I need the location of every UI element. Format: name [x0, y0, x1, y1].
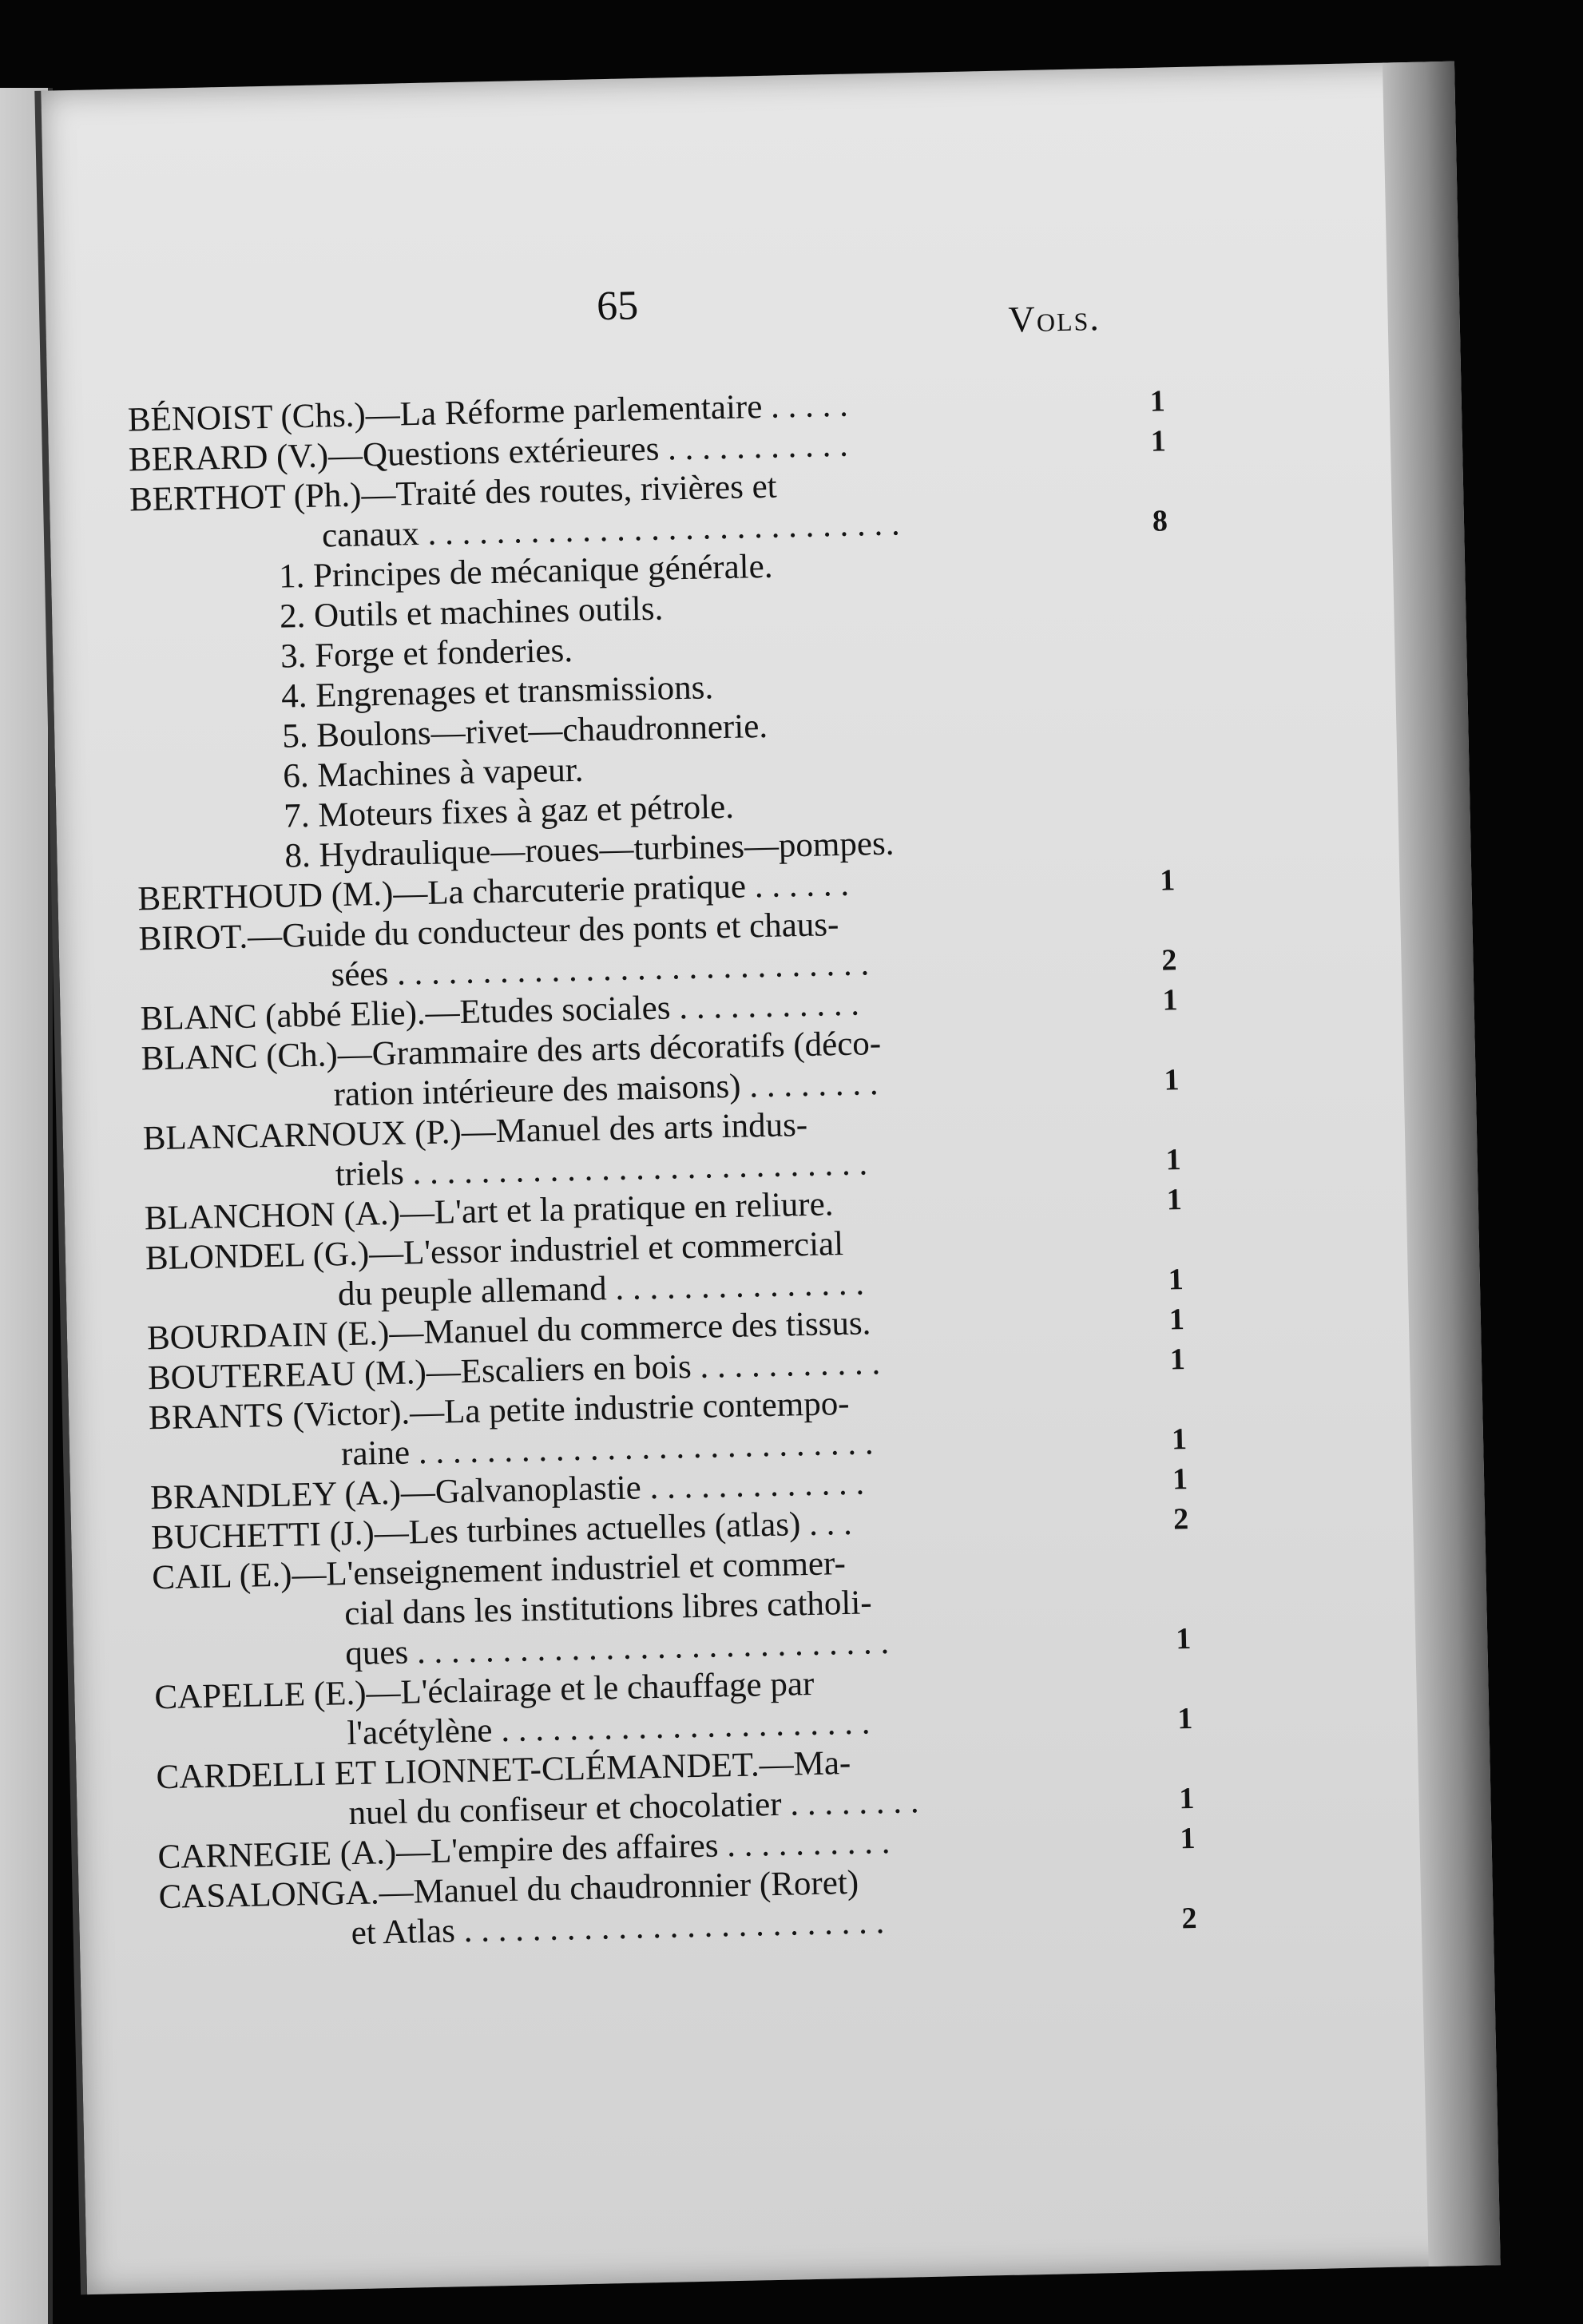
entry-text: CARDELLI ET LIONNET-CLÉMANDET.—Ma-: [156, 1743, 851, 1797]
volume-count: 1: [1175, 1622, 1192, 1656]
entry-text: 2. Outils et machines outils.: [279, 589, 664, 636]
entry-text: 8. Hydraulique—roues—turbines—pompes.: [284, 824, 895, 875]
entry-text: BERTHOT (Ph.)—Traité des routes, rivières et: [129, 467, 778, 519]
entry-text: BOUTEREAU (M.)—Escaliers en bois . . . . . . . . . . .: [147, 1344, 881, 1398]
volume-count: 1: [1168, 1303, 1185, 1337]
entry-text: nuel du confiseur et chocolatier . . . . . . . .: [348, 1783, 919, 1833]
volume-count: 2: [1181, 1901, 1197, 1936]
volume-count: 1: [1166, 1183, 1183, 1217]
volume-count: 1: [1165, 1143, 1182, 1177]
page-number: 65: [596, 283, 639, 330]
volume-count: 1: [1149, 384, 1166, 418]
volume-count: 1: [1164, 1063, 1180, 1097]
volume-count: 1: [1150, 424, 1167, 458]
entry-text: 3. Forge et fonderies.: [280, 631, 573, 676]
volume-count: 1: [1169, 1342, 1186, 1377]
entry-text: raine . . . . . . . . . . . . . . . . . . . . . . . . . . .: [340, 1424, 874, 1473]
volume-count: 1: [1180, 1821, 1196, 1856]
catalog-entries: [127, 379, 1214, 1957]
entry-text: 7. Moteurs fixes à gaz et pétrole.: [283, 787, 735, 835]
entry-text: CARNEGIE (A.)—L'empire des affaires . . . . . . . . . .: [157, 1822, 891, 1877]
volume-count: 1: [1172, 1462, 1188, 1497]
vols-column-label: Vols.: [1008, 297, 1101, 340]
entry-text: BIROT.—Guide du conducteur des ponts et chaus-: [138, 906, 839, 958]
entry-text: CASALONGA.—Manuel du chaudronnier (Roret): [158, 1863, 859, 1917]
entry-text: BLANC (Ch.)—Grammaire des arts décoratifs (déco-: [141, 1024, 882, 1078]
entry-text: BRANTS (Victor).—La petite industrie contempo-: [148, 1384, 850, 1438]
entry-text: 1. Principes de mécanique générale.: [278, 547, 773, 596]
entry-text: l'acétylène . . . . . . . . . . . . . . . . . . . . . .: [346, 1703, 871, 1753]
entry-text: du peuple allemand . . . . . . . . . . . . . . .: [337, 1264, 865, 1314]
volume-count: 1: [1176, 1702, 1193, 1736]
entry-text: 5. Boulons—rivet—chaudronnerie.: [281, 707, 768, 755]
entry-text: BLANCARNOUX (P.)—Manuel des arts indus-: [142, 1105, 808, 1158]
entry-text: ration intérieure des maisons) . . . . . . . .: [333, 1065, 879, 1114]
volume-count: 1: [1168, 1263, 1184, 1297]
entry-text: cial dans les institutions libres catholi-: [343, 1584, 873, 1633]
entry-text: BLANCHON (A.)—L'art et la pratique en reliure.: [144, 1185, 834, 1238]
volume-count: 2: [1172, 1502, 1189, 1537]
entry-text: BOURDAIN (E.)—Manuel du commerce des tissus.: [146, 1304, 871, 1358]
entry-text: CAPELLE (E.)—L'éclairage et le chauffage par: [153, 1664, 815, 1717]
volume-count: 1: [1178, 1781, 1195, 1816]
entry-text: et Atlas . . . . . . . . . . . . . . . . . . . . . . . . .: [351, 1903, 885, 1953]
entry-text: CAIL (E.)—L'enseignement industriel et commer-: [151, 1545, 847, 1597]
entry-text: sées . . . . . . . . . . . . . . . . . . . . . . . . . . . .: [331, 945, 870, 994]
entry-text: canaux . . . . . . . . . . . . . . . . . . . . . . . . . . . .: [321, 505, 901, 555]
entry-text: BERTHOUD (M.)—La charcuterie pratique . . . . . .: [137, 865, 850, 918]
volume-count: 1: [1159, 863, 1176, 898]
entry-text: BUCHETTI (J.)—Les turbines actuelles (atlas) . . .: [150, 1504, 853, 1557]
page-header: [46, 270, 1204, 358]
entry-text: 6. Machines à vapeur.: [282, 751, 584, 795]
entry-text: 4. Engrenages et transmissions.: [280, 668, 714, 716]
entry-text: BLONDEL (G.)—L'essor industriel et commercial: [145, 1225, 844, 1278]
volume-count: 2: [1160, 943, 1177, 978]
entry-text: BÉNOIST (Chs.)—La Réforme parlementaire . . . . .: [127, 386, 849, 439]
entry-text: BRANDLEY (A.)—Galvanoplastie . . . . . . . . . . . . .: [149, 1464, 865, 1517]
entry-text: BLANC (abbé Elie).—Etudes sociales . . . . . . . . . . .: [140, 985, 860, 1038]
entry-text: ques . . . . . . . . . . . . . . . . . . . . . . . . . . . .: [344, 1623, 890, 1673]
page-fore-edge: [1383, 61, 1501, 2266]
entry-text: triels . . . . . . . . . . . . . . . . . . . . . . . . . . .: [335, 1144, 868, 1194]
volume-count: 8: [1152, 504, 1168, 538]
volume-count: 1: [1162, 983, 1178, 1017]
volume-count: 1: [1171, 1422, 1188, 1457]
book-page: [34, 61, 1500, 2295]
entry-text: BERARD (V.)—Questions extérieures . . . . . . . . . . .: [128, 426, 849, 479]
